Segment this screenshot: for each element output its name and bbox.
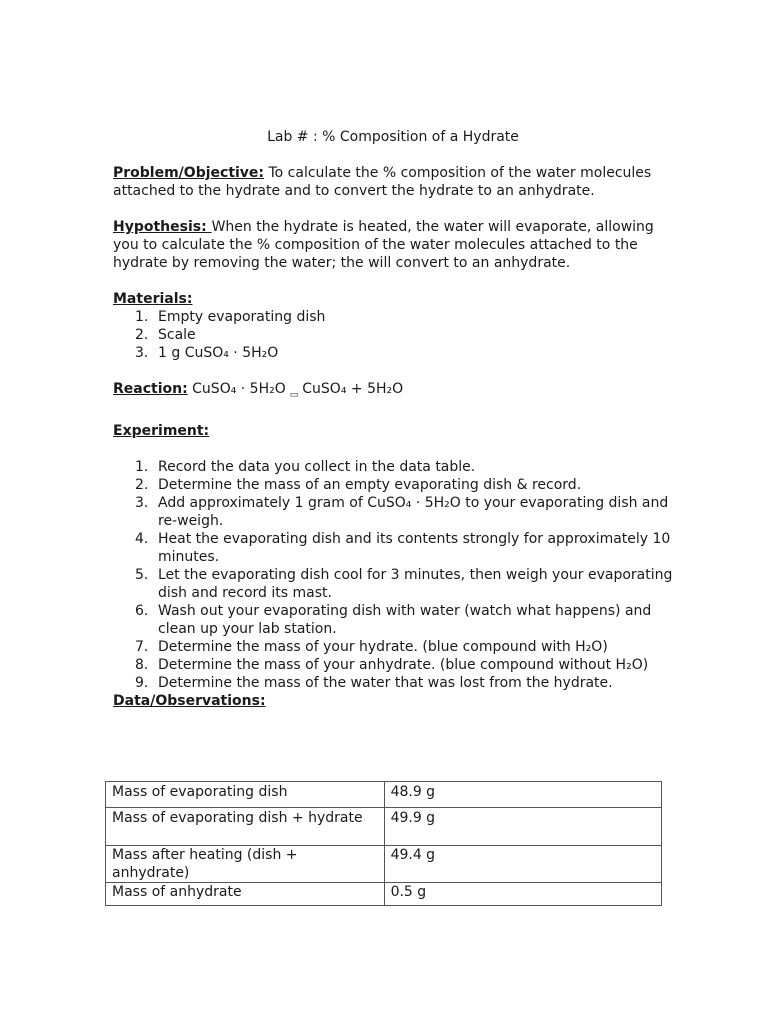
list-text: Record the data you collect in the data table. xyxy=(158,459,476,475)
list-item xyxy=(113,326,673,344)
experiment-section xyxy=(113,422,673,710)
table-cell-value: 48.9 g xyxy=(384,782,661,808)
data-table xyxy=(105,781,662,906)
experiment-steps xyxy=(113,458,673,692)
list-number: 2. xyxy=(135,477,149,493)
list-item xyxy=(113,566,673,602)
table-cell-value: 49.4 g xyxy=(384,846,661,883)
list-text: 1 g CuSO₄ · 5H₂O xyxy=(158,345,279,361)
list-number: 1. xyxy=(135,459,149,475)
table-row xyxy=(106,846,662,883)
list-number: 7. xyxy=(135,639,149,655)
table-cell-value: 0.5 g xyxy=(384,883,661,906)
list-text: Wash out your evaporating dish with water (watch what happens) and clean up your lab station. xyxy=(158,603,652,637)
list-text: Let the evaporating dish cool for 3 minutes, then weigh your evaporating dish and record its mast. xyxy=(158,567,673,601)
list-item xyxy=(113,674,673,692)
list-text: Determine the mass of your hydrate. (blue compound with H₂O) xyxy=(158,639,608,655)
document-page xyxy=(113,128,673,710)
table-cell-label: Mass of evaporating dish + hydrate xyxy=(106,808,385,846)
list-number: 3. xyxy=(135,495,149,511)
list-number: 9. xyxy=(135,675,149,691)
reaction-reactants: CuSO₄ · 5H₂O xyxy=(187,381,286,397)
list-text: Scale xyxy=(158,327,196,343)
list-item xyxy=(113,308,673,326)
list-number: 1. xyxy=(135,309,149,325)
list-number: 2. xyxy=(135,327,149,343)
table-cell-label: Mass of evaporating dish xyxy=(106,782,385,808)
reaction-products: CuSO₄ + 5H₂O xyxy=(302,381,404,397)
table-row xyxy=(106,808,662,846)
hypothesis-section xyxy=(113,218,673,272)
table-cell-label: Mass of anhydrate xyxy=(106,883,385,906)
table-cell-value: 49.9 g xyxy=(384,808,661,846)
table-row xyxy=(106,782,662,808)
list-text: Heat the evaporating dish and its contents strongly for approximately 10 minutes. xyxy=(158,531,671,565)
list-item xyxy=(113,476,673,494)
problem-heading: Problem/Objective: xyxy=(113,165,265,181)
list-number: 5. xyxy=(135,567,149,583)
list-number: 6. xyxy=(135,603,149,619)
reaction-arrow-icon: ▭ xyxy=(289,390,299,400)
list-number: 8. xyxy=(135,657,149,673)
list-item xyxy=(113,530,673,566)
table-cell-label: Mass after heating (dish + anhydrate) xyxy=(106,846,385,883)
page-title: Lab # : % Composition of a Hydrate xyxy=(267,129,519,145)
list-item xyxy=(113,494,673,530)
list-item xyxy=(113,344,673,362)
materials-heading: Materials: xyxy=(113,291,193,307)
reaction-section xyxy=(113,380,673,404)
list-text: Determine the mass of the water that was lost from the hydrate. xyxy=(158,675,613,691)
list-item xyxy=(113,602,673,638)
list-number: 4. xyxy=(135,531,149,547)
list-item xyxy=(113,458,673,476)
hypothesis-heading: Hypothesis: xyxy=(113,219,212,235)
data-observations-heading: Data/Observations: xyxy=(113,693,266,709)
table-row xyxy=(106,883,662,906)
materials-section xyxy=(113,290,673,362)
list-item xyxy=(113,638,673,656)
problem-section xyxy=(113,164,673,200)
experiment-heading: Experiment: xyxy=(113,423,210,439)
materials-list xyxy=(113,308,673,362)
list-item xyxy=(113,656,673,674)
list-text: Determine the mass of an empty evaporating dish & record. xyxy=(158,477,582,493)
list-text: Determine the mass of your anhydrate. (blue compound without H₂O) xyxy=(158,657,649,673)
reaction-heading: Reaction: xyxy=(113,381,188,397)
list-number: 3. xyxy=(135,345,149,361)
list-text: Add approximately 1 gram of CuSO₄ · 5H₂O to your evaporating dish and re-weigh. xyxy=(158,495,669,529)
problem-text: To calculate the % composition of the water molecules attached to the hydrate and to convert the hydrate to an anhydrate. xyxy=(113,165,652,199)
list-text: Empty evaporating dish xyxy=(158,309,326,325)
hypothesis-text: When the hydrate is heated, the water will evaporate, allowing you to calculate the % composition of the water molecules attached to the hydrate by removing the water; the will convert to an anhydrate. xyxy=(113,219,654,271)
